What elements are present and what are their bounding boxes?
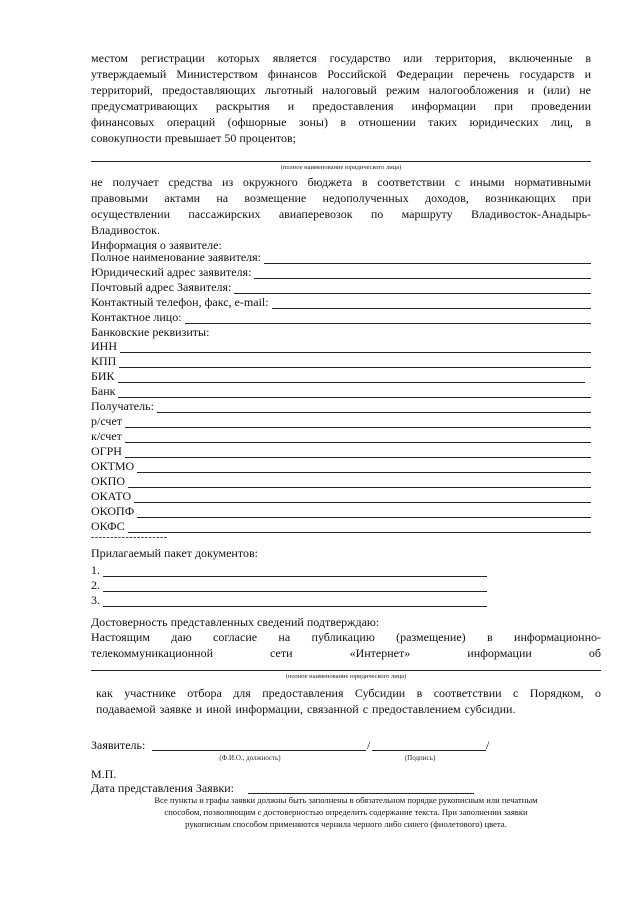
field-line[interactable] (185, 312, 591, 324)
participant-line-1: как участнике отбора для предоставления Субсидии в соответствии с Порядком, о (96, 686, 601, 700)
consent-line-2: телекоммуникационной сети «Интернет» информации об (91, 646, 601, 660)
field-line[interactable] (125, 416, 591, 428)
field-line[interactable] (272, 297, 591, 309)
footnote-line: рукописным способом применяются чернила черного либо синего (фиолетового) цвета. (185, 819, 507, 829)
slash-1: / (367, 738, 371, 752)
submission-date-line[interactable] (248, 793, 474, 794)
stamp-label: М.П. (91, 767, 117, 781)
field-label: ОКПО (91, 474, 126, 488)
okato-field[interactable] (91, 489, 591, 503)
field-label: ОГРН (91, 444, 122, 458)
field-label: Контактный телефон, факс, e-mail: (91, 295, 269, 309)
kpp-field[interactable] (91, 354, 591, 368)
field-line[interactable] (103, 595, 487, 607)
applicant-info-heading: Информация о заявителе: (91, 238, 222, 252)
not-receive-line: не получает средства из окружного бюджета в соответствии с иными нормативными (91, 175, 591, 189)
item-number: 2. (91, 578, 100, 592)
field-line[interactable] (137, 461, 591, 473)
field-label: Контактное лицо: (91, 310, 182, 324)
legal-name-caption-2: (полное наименование юридического лица) (285, 673, 407, 680)
intro-line: предусматривающих раскрытия и предоставления информации при проведении (91, 99, 591, 113)
field-label: р/счет (91, 414, 123, 428)
legal-name-line[interactable] (91, 161, 591, 162)
slash-2: / (486, 738, 490, 752)
field-label: Полное наименование заявителя: (91, 250, 261, 264)
bank-name-field[interactable] (91, 384, 591, 398)
name-position-caption: (Ф.И.О., должность) (219, 754, 281, 762)
legal-name-line-2[interactable] (91, 670, 601, 671)
contact-person-field[interactable] (91, 310, 591, 324)
item-number: 1. (91, 563, 100, 577)
intro-line: территорий, предоставляющих льготный налоговый режим налогообложения и (или) не (91, 83, 591, 97)
field-label: ОКТМО (91, 459, 135, 473)
postal-address-field[interactable] (91, 280, 591, 294)
field-label: Юридический адрес заявителя: (91, 265, 252, 279)
signature-line[interactable] (372, 750, 486, 751)
field-line[interactable] (118, 386, 591, 398)
field-line[interactable] (128, 476, 591, 488)
signature-caption: (Подпись) (404, 754, 436, 762)
applicant-name-line[interactable] (152, 750, 366, 751)
intro-line-last: совокупности превышает 50 процентов; (91, 131, 296, 145)
recipient-field[interactable] (91, 399, 591, 413)
field-label: БИК (91, 369, 115, 383)
not-receive-line-last: Владивосток. (91, 223, 160, 237)
applicant-label: Заявитель: (91, 738, 146, 752)
field-line[interactable] (103, 565, 487, 577)
field-label: к/счет (91, 429, 122, 443)
settlement-account-field[interactable] (91, 414, 591, 428)
footnote-line: способом, позволяющим с достоверностью определить содержание текста. При заполнении заявки (164, 807, 528, 817)
field-label: ИНН (91, 339, 117, 353)
field-line[interactable] (119, 356, 591, 368)
field-label: КПП (91, 354, 117, 368)
field-label: Банк (91, 384, 116, 398)
footnote-line: Все пункты и графы заявки должны быть заполнены в обязательном порядке рукописным или печатным (154, 795, 538, 805)
separator: -------------------- (91, 532, 168, 543)
contact-phone-field[interactable] (91, 295, 591, 309)
documents-heading: Прилагаемый пакет документов: (91, 546, 258, 560)
field-line[interactable] (103, 580, 487, 592)
field-line[interactable] (137, 506, 591, 518)
okpo-field[interactable] (91, 474, 591, 488)
document-item-2[interactable] (91, 578, 487, 592)
field-line[interactable] (128, 521, 591, 533)
field-line[interactable] (134, 491, 591, 503)
bik-field[interactable] (91, 369, 585, 383)
not-receive-line: осуществлении пассажирских авиаперевозок по маршруту Владивосток-Анадырь- (91, 207, 591, 221)
intro-line: местом регистрации которых является государство или территория, включенные в (91, 51, 591, 65)
confirm-heading: Достоверность представленных сведений подтверждаю: (91, 615, 380, 629)
ogrn-field[interactable] (91, 444, 591, 458)
field-line[interactable] (120, 341, 591, 353)
legal-name-caption: (полное наименование юридического лица) (280, 164, 402, 171)
document-item-3[interactable] (91, 593, 487, 607)
okopf-field[interactable] (91, 504, 591, 518)
legal-address-field[interactable] (91, 265, 591, 279)
intro-line: финансовых операций (офшорные зоны) в отношении таких юридических лиц, в (91, 115, 591, 129)
full-name-field[interactable] (91, 250, 591, 264)
field-label: Получатель: (91, 399, 154, 413)
field-line[interactable] (118, 371, 585, 383)
bank-heading: Банковские реквизиты: (91, 325, 210, 339)
field-line[interactable] (254, 267, 591, 279)
field-line[interactable] (125, 446, 591, 458)
consent-line-1: Настоящим даю согласие на публикацию (размещение) в информационно- (91, 630, 601, 644)
correspondent-account-field[interactable] (91, 429, 591, 443)
oktmo-field[interactable] (91, 459, 591, 473)
participant-line-2: подаваемой заявке и иной информации, связанной с предоставлением субсидии. (96, 702, 516, 716)
field-line[interactable] (234, 282, 591, 294)
field-line[interactable] (125, 431, 591, 443)
submission-date-label: Дата представления Заявки: (91, 781, 234, 795)
field-label: ОКФС (91, 519, 125, 533)
field-label: Почтовый адрес Заявителя: (91, 280, 232, 294)
item-number: 3. (91, 593, 100, 607)
field-line[interactable] (157, 401, 591, 413)
not-receive-line: правовыми актами на возмещение недополученных доходов, возникающих при (91, 191, 591, 205)
field-line[interactable] (264, 252, 591, 264)
document-item-1[interactable] (91, 563, 487, 577)
field-label: ОКАТО (91, 489, 132, 503)
field-label: ОКОПФ (91, 504, 135, 518)
intro-line: утверждаемый Министерством финансов Российской Федерации перечень государств и (91, 67, 591, 81)
inn-field[interactable] (91, 339, 591, 353)
